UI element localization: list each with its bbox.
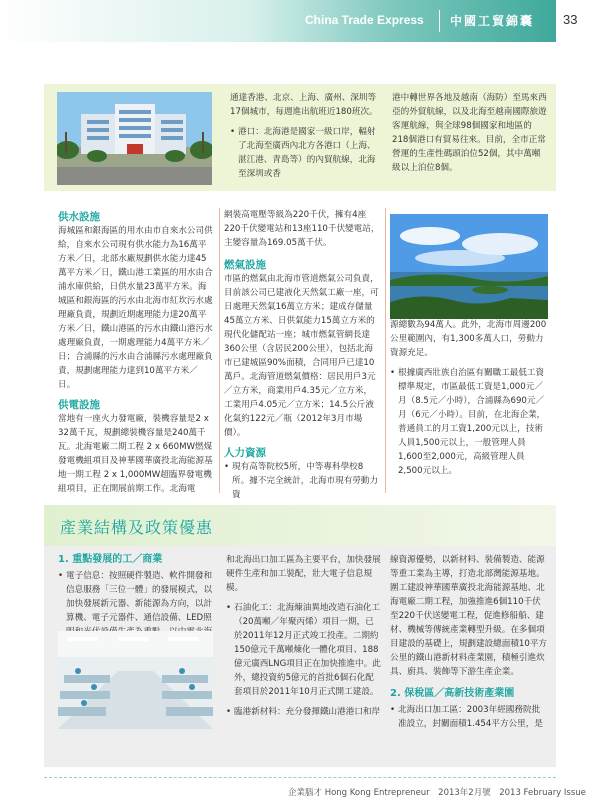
wage-bullet: • 根據廣西壯族自治區有關職工最低工資標準規定，市區最低工資是1,000元／月（8.5元／小時），合浦縣為690元／月（6元／小時）。目前，在北海企業，普通員工的月工資1,200元以上，技術人員1,500元以上，一般管理人員1,600至2,000元，高級管理人員2,500元以上。 <box>390 366 548 478</box>
gas-heading: 燃氣設施 <box>224 259 266 271</box>
top-column-b <box>392 91 548 175</box>
column-divider <box>219 208 220 493</box>
header-title: China Trade Express <box>305 13 424 27</box>
electronics-bullet: • 電子信息：按照硬件製造、軟件開發和信息服務「三位一體」的發展模式，以加快發展新元器、新能源為方向，以計算機、電子元器件、通信設備、LED照 <box>58 569 216 653</box>
water-heading: 供水設施 <box>58 211 100 223</box>
shipping-routes-paragraph: 港中轉世界各地及越南（海防）至馬來西亞的外貿航線，以及北海至越南國際旅遊客運航線，與全球98個國家和地區的218個港口有貿易往來。目前，全市正常營運的生產性碼頭泊位52個，其中萬噸級以上泊位8個。 <box>392 93 547 173</box>
factory-photo <box>58 631 213 729</box>
power-text: 當地有一座火力發電廠，裝機容量是2 x 32萬千瓦，規劃總裝機容量是240萬千瓦。北海電廠二期工程 2 x 660MW燃煤發電機組項目及神華國華廣投北海能源基地一期工程 2 x 1,000MW超臨界發電機組項目，正在開展前期工作。北海電 <box>58 414 213 494</box>
column-divider <box>385 208 386 493</box>
electronics-continued: 和北海出口加工區為主要平台，加快發展硬件生產和加工裝配，壯大電子信息規模。 <box>226 555 381 593</box>
middle-column-3 <box>390 318 548 478</box>
top-column-a <box>230 91 380 181</box>
port-bullet: • 港口：北海港是國家一級口岸，輻射了北海至廣西內北方各港口（上海、湛江港、青島等）的內貿航線，北海至深圳或香 <box>230 125 380 181</box>
petrochemical-bullet: • 石油化工：北海煉油異地改造石油化工（20萬噸／年聚丙烯）項目一期，已於2011年12月正式竣工投產。二期約150億元千萬噸煉化一體化項目、188億元廣西LNG項目正在加快推進中。此外，總投資約5億元的首批6個石化配套項目於2011年10月正式開工建設。 <box>226 601 382 699</box>
hr-text: • 現有高等院校5所，中等專科學校8所。據不完全統計，北海市現有勞動力資 <box>224 460 380 502</box>
zones-heading: 2. 保稅區／高新技術產業園 <box>390 688 515 699</box>
industry-title: 產業結構及政策優惠 <box>60 518 214 537</box>
footer-divider <box>44 777 556 778</box>
power-heading: 供電設施 <box>58 399 100 411</box>
flights-paragraph: 通達香港、北京、上海、廣州、深圳等17個城市，每週進出航班近180班次。 <box>230 93 378 117</box>
page-number: 33 <box>563 12 578 27</box>
materials-bullet: • 臨港新材料：充分發揮鐵山港港口和岸 <box>226 705 382 719</box>
header-subtitle: 中國工貿錦囊 <box>450 14 535 28</box>
export-zone-bullet: • 北海出口加工區：2003年經國務院批准設立，封關面積1.454平方公里，是 <box>390 703 548 731</box>
middle-column-2 <box>224 208 380 502</box>
industry-column-2 <box>226 553 382 719</box>
labor-paragraph: 源總數為94萬人。此外，北海市周邊200公里範圍內，有1,300多萬人口，勞動力資源充足。 <box>390 320 547 358</box>
middle-column-1 <box>58 210 214 496</box>
building-photo <box>57 92 212 185</box>
key-industries-heading: 1. 重點發展的工／商業 <box>58 554 163 565</box>
gas-text: 市區的燃氣由北海市管道燃氣公司負責，目前該公司已建液化天然氣工廠一座，可日處理天然氣16萬立方米；建成存儲量45萬立方米、日供氣能力15萬立方米的現代化儲配站一座；城市燃氣管網長達360公里（含居民200公里），包括北海市已建城區90%面積，合同用戶已達10萬戶。北海管道燃氣價格：居民用戶3元／立方米，商業用戶4.35元／立方米，工業用戶4.05元／立方米；14.5公斤液化氣約122元／瓶（2012年3月市場價）。 <box>224 274 379 438</box>
industry-column-3 <box>390 553 548 731</box>
water-text: 海城區和銀海區的用水由市自來水公司供給，自來水公司現有供水能力為16萬平方米／日，北部水廠規劃供水能力達45萬平方米／日，鐵山港工業區的用水由合浦水庫供給，日供水量23萬平方米。海城區和銀海區的污水由北海市紅坎污水處理廠負責，規劃近期處理能力達20萬平方米／日，鐵山港區的污水由鐵山港污水處理廠負責，一期處理能力4萬平方米／日；合浦縣的污水由合浦縣污水處理廠負責，規劃處理能力達到10萬平方米／日。 <box>58 226 213 390</box>
page-header <box>0 0 595 42</box>
header-separator <box>439 10 440 32</box>
coastline-photo <box>390 214 548 319</box>
grid-paragraph: 網裝高電壓等級為220千伏，擁有4座220千伏變電站和13座110千伏變電站，主變容量為169.05萬千伏。 <box>224 210 380 248</box>
materials-continued: 線資源優勢，以新材料、裝備製造、能源等重工業為主導，打造北部灣能源基地。圍工建設神華國華廣投北海能源基地、北海電廠二期工程，加強推進6個110千伏至220千伏送變電工程，促進修船船、建材、機械等傳統產業轉型升級。在多個項目建設的基礎上，規劃建設總面積10平方公里的鐵山港新材料產業園，積極引進炊具、廚具、裝飾等下游生產企業。 <box>390 555 548 677</box>
hr-heading: 人力資源 <box>224 447 266 459</box>
footer-text: 企業腦才 Hong Kong Entrepreneur 2013年2月號 2013 February Issue <box>288 788 586 798</box>
